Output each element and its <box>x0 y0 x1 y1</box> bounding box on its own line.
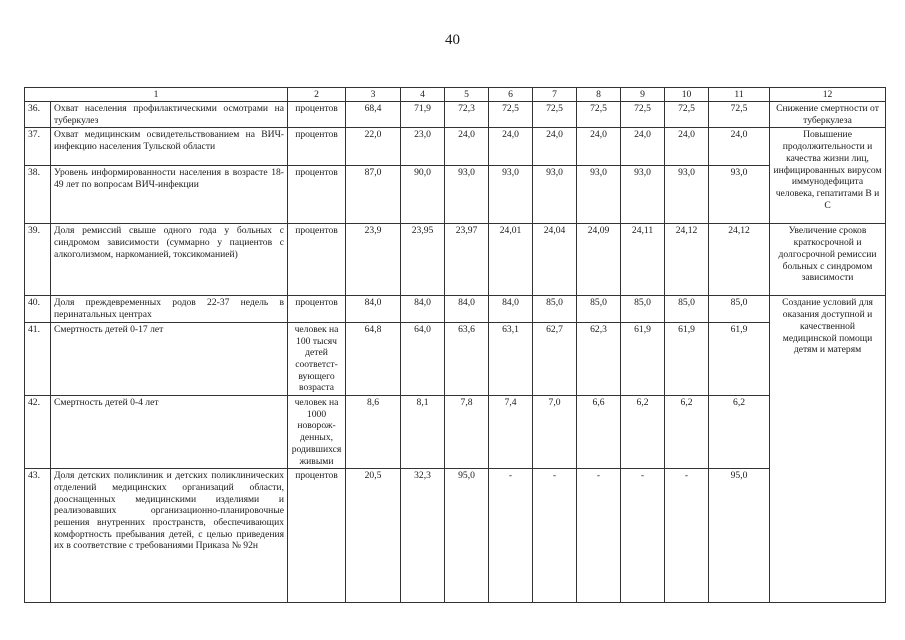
value-cell: 84,0 <box>489 296 533 322</box>
value-cell: 93,0 <box>489 166 533 224</box>
column-header: 1 <box>25 88 288 102</box>
value-cell: - <box>533 469 577 603</box>
value-cell: 95,0 <box>709 469 770 603</box>
unit-cell: человек на 100 тысяч детей соответст-вующего возраста <box>288 322 346 395</box>
indicator-name: Смертность детей 0-4 лет <box>51 396 288 469</box>
table-row <box>25 224 886 296</box>
column-header: 11 <box>709 88 770 102</box>
value-cell: 93,0 <box>577 166 621 224</box>
value-cell: 63,1 <box>489 322 533 395</box>
column-header: 9 <box>621 88 665 102</box>
table-row <box>25 396 886 469</box>
page-number: 40 <box>445 32 460 48</box>
column-header: 6 <box>489 88 533 102</box>
value-cell: 23,9 <box>346 224 401 296</box>
value-cell: 85,0 <box>533 296 577 322</box>
value-cell: 84,0 <box>346 296 401 322</box>
value-cell: 61,9 <box>709 322 770 395</box>
value-cell: 24,04 <box>533 224 577 296</box>
row-number: 39. <box>25 224 51 296</box>
value-cell: - <box>489 469 533 603</box>
table-row <box>25 296 886 322</box>
unit-cell: процентов <box>288 128 346 166</box>
value-cell: 7,8 <box>445 396 489 469</box>
value-cell: 87,0 <box>346 166 401 224</box>
value-cell: 6,2 <box>665 396 709 469</box>
value-cell: 24,0 <box>445 128 489 166</box>
expected-result-cell: Увеличение сроков краткосрочной и долгосрочной ремиссии больных с синдромом зависимости <box>770 224 886 296</box>
value-cell: 61,9 <box>665 322 709 395</box>
row-number: 38. <box>25 166 51 224</box>
value-cell: 72,5 <box>577 102 621 128</box>
value-cell: 62,7 <box>533 322 577 395</box>
value-cell: 68,4 <box>346 102 401 128</box>
indicator-name: Доля ремиссий свыше одного года у больных с синдромом зависимости (суммарно у пациентов с алкоголизмом, наркоманией, токсикоманией) <box>51 224 288 296</box>
value-cell: 24,12 <box>665 224 709 296</box>
value-cell: 93,0 <box>665 166 709 224</box>
value-cell: 24,01 <box>489 224 533 296</box>
unit-cell: процентов <box>288 224 346 296</box>
table-row <box>25 469 886 603</box>
value-cell: 93,0 <box>621 166 665 224</box>
value-cell: 23,0 <box>401 128 445 166</box>
value-cell: 85,0 <box>709 296 770 322</box>
value-cell: 6,2 <box>709 396 770 469</box>
unit-cell: процентов <box>288 469 346 603</box>
value-cell: - <box>577 469 621 603</box>
row-number: 41. <box>25 322 51 395</box>
value-cell: 24,0 <box>621 128 665 166</box>
value-cell: 24,0 <box>665 128 709 166</box>
value-cell: 63,6 <box>445 322 489 395</box>
value-cell: 64,8 <box>346 322 401 395</box>
row-number: 36. <box>25 102 51 128</box>
value-cell: - <box>621 469 665 603</box>
value-cell: 72,5 <box>665 102 709 128</box>
value-cell: 24,11 <box>621 224 665 296</box>
value-cell: 93,0 <box>533 166 577 224</box>
indicator-name: Охват медицинским освидетельствованием на ВИЧ-инфекцию населения Тульской области <box>51 128 288 166</box>
value-cell: 95,0 <box>445 469 489 603</box>
value-cell: 72,5 <box>533 102 577 128</box>
value-cell: 72,3 <box>445 102 489 128</box>
indicator-name: Уровень информированности населения в возрасте 18-49 лет по вопросам ВИЧ-инфекции <box>51 166 288 224</box>
expected-result-cell: Повышение продолжительности и качества жизни лиц, инфицированных вирусом иммунодефицита человека, гепатитами В и С <box>770 128 886 224</box>
column-header: 3 <box>346 88 401 102</box>
value-cell: 23,97 <box>445 224 489 296</box>
unit-cell: человек на 1000 новорож-денных, родившихся живыми <box>288 396 346 469</box>
value-cell: 85,0 <box>577 296 621 322</box>
column-header: 10 <box>665 88 709 102</box>
value-cell: 85,0 <box>621 296 665 322</box>
value-cell: 72,5 <box>709 102 770 128</box>
unit-cell: процентов <box>288 296 346 322</box>
value-cell: 93,0 <box>709 166 770 224</box>
value-cell: 90,0 <box>401 166 445 224</box>
value-cell: 84,0 <box>445 296 489 322</box>
value-cell: 24,12 <box>709 224 770 296</box>
row-number: 37. <box>25 128 51 166</box>
column-header: 5 <box>445 88 489 102</box>
value-cell: 62,3 <box>577 322 621 395</box>
value-cell: 85,0 <box>665 296 709 322</box>
table-row <box>25 166 886 224</box>
column-header: 4 <box>401 88 445 102</box>
value-cell: 8,6 <box>346 396 401 469</box>
row-number: 40. <box>25 296 51 322</box>
value-cell: 32,3 <box>401 469 445 603</box>
value-cell: 24,09 <box>577 224 621 296</box>
indicator-name: Охват населения профилактическими осмотрами на туберкулез <box>51 102 288 128</box>
value-cell: 6,2 <box>621 396 665 469</box>
value-cell: 71,9 <box>401 102 445 128</box>
indicators-table <box>24 87 886 603</box>
value-cell: 72,5 <box>621 102 665 128</box>
value-cell: 24,0 <box>533 128 577 166</box>
value-cell: 24,0 <box>577 128 621 166</box>
row-number: 43. <box>25 469 51 603</box>
unit-cell: процентов <box>288 102 346 128</box>
value-cell: 93,0 <box>445 166 489 224</box>
indicator-name: Доля детских поликлиник и детских поликлинических отделений медицинских организаций области, дооснащенных медицинскими изделиями и реализовавших организационно-планировочные решения внутренних пространств, обеспечивающих комфортность пребывания детей, с целью приведения их в соответствие с требованиями Приказа № 92н <box>51 469 288 603</box>
row-number: 42. <box>25 396 51 469</box>
indicator-name: Смертность детей 0-17 лет <box>51 322 288 395</box>
value-cell: 84,0 <box>401 296 445 322</box>
value-cell: 24,0 <box>709 128 770 166</box>
expected-result-cell: Создание условий для оказания доступной и качественной медицинской помощи детям и матерям <box>770 296 886 603</box>
column-header: 2 <box>288 88 346 102</box>
column-header: 12 <box>770 88 886 102</box>
value-cell: - <box>665 469 709 603</box>
column-header: 8 <box>577 88 621 102</box>
value-cell: 8,1 <box>401 396 445 469</box>
value-cell: 61,9 <box>621 322 665 395</box>
unit-cell: процентов <box>288 166 346 224</box>
indicator-name: Доля преждевременных родов 22-37 недель в перинатальных центрах <box>51 296 288 322</box>
value-cell: 72,5 <box>489 102 533 128</box>
value-cell: 7,0 <box>533 396 577 469</box>
value-cell: 64,0 <box>401 322 445 395</box>
value-cell: 23,95 <box>401 224 445 296</box>
value-cell: 24,0 <box>489 128 533 166</box>
value-cell: 20,5 <box>346 469 401 603</box>
header-row <box>25 88 886 102</box>
value-cell: 22,0 <box>346 128 401 166</box>
expected-result-cell: Снижение смертности от туберкулеза <box>770 102 886 128</box>
column-header: 7 <box>533 88 577 102</box>
table-row <box>25 102 886 128</box>
table-row <box>25 322 886 395</box>
value-cell: 6,6 <box>577 396 621 469</box>
value-cell: 7,4 <box>489 396 533 469</box>
table-row <box>25 128 886 166</box>
